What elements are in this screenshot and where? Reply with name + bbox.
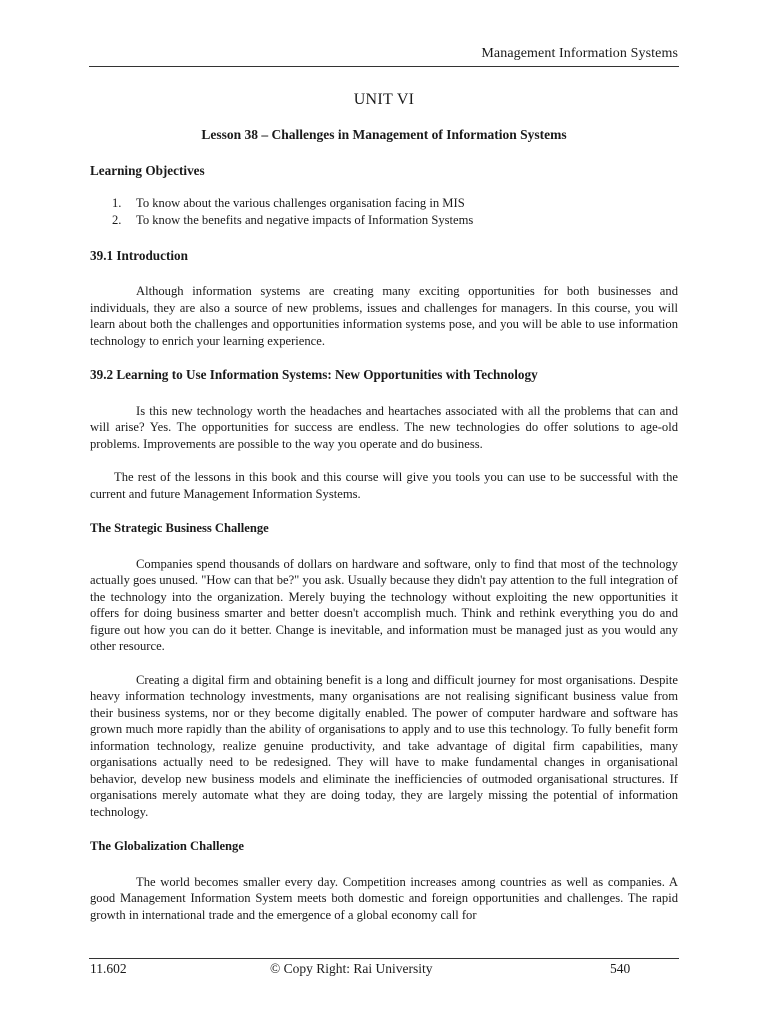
unit-title: UNIT VI (353, 91, 415, 108)
strategic-paragraph-2: Creating a digital firm and obtaining benefit is a long and difficult journey for most organisations. Despite heavy information technology investments, many organisations are not realising significant business value from their business systems, nor or they become digitally enabled. The power of computer hardware and software has grown much more rapidly than the ability of organisations to apply and to use this technology. To fully benefit form information technology, realize genuine productivity, and take advantage of digital firm capabilities, many organisations actually need to be redesigned. They will have to make fundamental changes in organisational behavior, develop new business models and eliminate the inefficiencies of outmoded organisational structures. If organisations merely automate what they are doing today, they are largely missing the potential of information technology. (90, 672, 678, 819)
list-item-number: 1. (112, 195, 122, 210)
learning-paragraph-2: The rest of the lessons in this book and this course will give you tools you can use to be successful with the current and future Management Information Systems. (90, 470, 678, 501)
objectives-list (90, 195, 678, 229)
page-number: 540 (610, 961, 631, 976)
intro-paragraph: Although information systems are creating many exciting opportunities for both businesses and individuals, they are also a source of new problems, issues and challenges for managers. In this course, you will learn about both the challenges and opportunities information systems pose, and you will be able to use information technology to enrich your learning experience. (90, 284, 678, 348)
section-heading-introduction: 39.1 Introduction (90, 247, 188, 263)
lesson-title: Lesson 38 – Challenges in Management of Information Systems (201, 126, 567, 142)
section-heading-learning-to-use: 39.2 Learning to Use Information Systems: New Opportunities with Technology (90, 367, 538, 382)
learning-paragraph-1: Is this new technology worth the headaches and heartaches associated with all the problems that can and will arise? Yes. The opportunities for success are endless. The new technologies do offer solutions to age-old problems. Improvements are possible to the way you operate and do business. (90, 403, 678, 451)
learning-objectives-heading: Learning Objectives (90, 163, 205, 178)
list-item (90, 212, 678, 229)
subheading-globalization-challenge: The Globalization Challenge (90, 839, 244, 853)
list-item-text: To know about the various challenges organisation facing in MIS (136, 195, 465, 210)
footer-code: 11.602 (90, 961, 127, 976)
footer-rule (89, 958, 679, 959)
footer-copyright: © Copy Right: Rai University (270, 961, 433, 976)
running-header: Management Information Systems (481, 46, 678, 61)
strategic-paragraph-1: Companies spend thousands of dollars on hardware and software, only to find that most of the technology actually goes unused. "How can that be?" you ask. Usually because they didn't pay attention to the full integration of the technology into the organization. Merely buying the technology without exploiting the new opportunities it offers for doing business smarter and better doesn't accomplish much. Think and rethink everything you do and figure out how you can do it better. Change is inevitable, and information must be managed just as you would any other resource. (90, 556, 678, 653)
globalization-paragraph: The world becomes smaller every day. Competition increases among countries as well as companies. A good Management Information System meets both domestic and foreign opportunities and challenges. The rapid growth in international trade and the emergence of a global economy call for (90, 874, 678, 922)
list-item-text: To know the benefits and negative impacts of Information Systems (136, 212, 474, 227)
header-rule (89, 66, 679, 67)
list-item (90, 195, 678, 212)
list-item-number: 2. (112, 212, 122, 227)
page-content (90, 88, 678, 923)
subheading-strategic-challenge: The Strategic Business Challenge (90, 521, 269, 535)
